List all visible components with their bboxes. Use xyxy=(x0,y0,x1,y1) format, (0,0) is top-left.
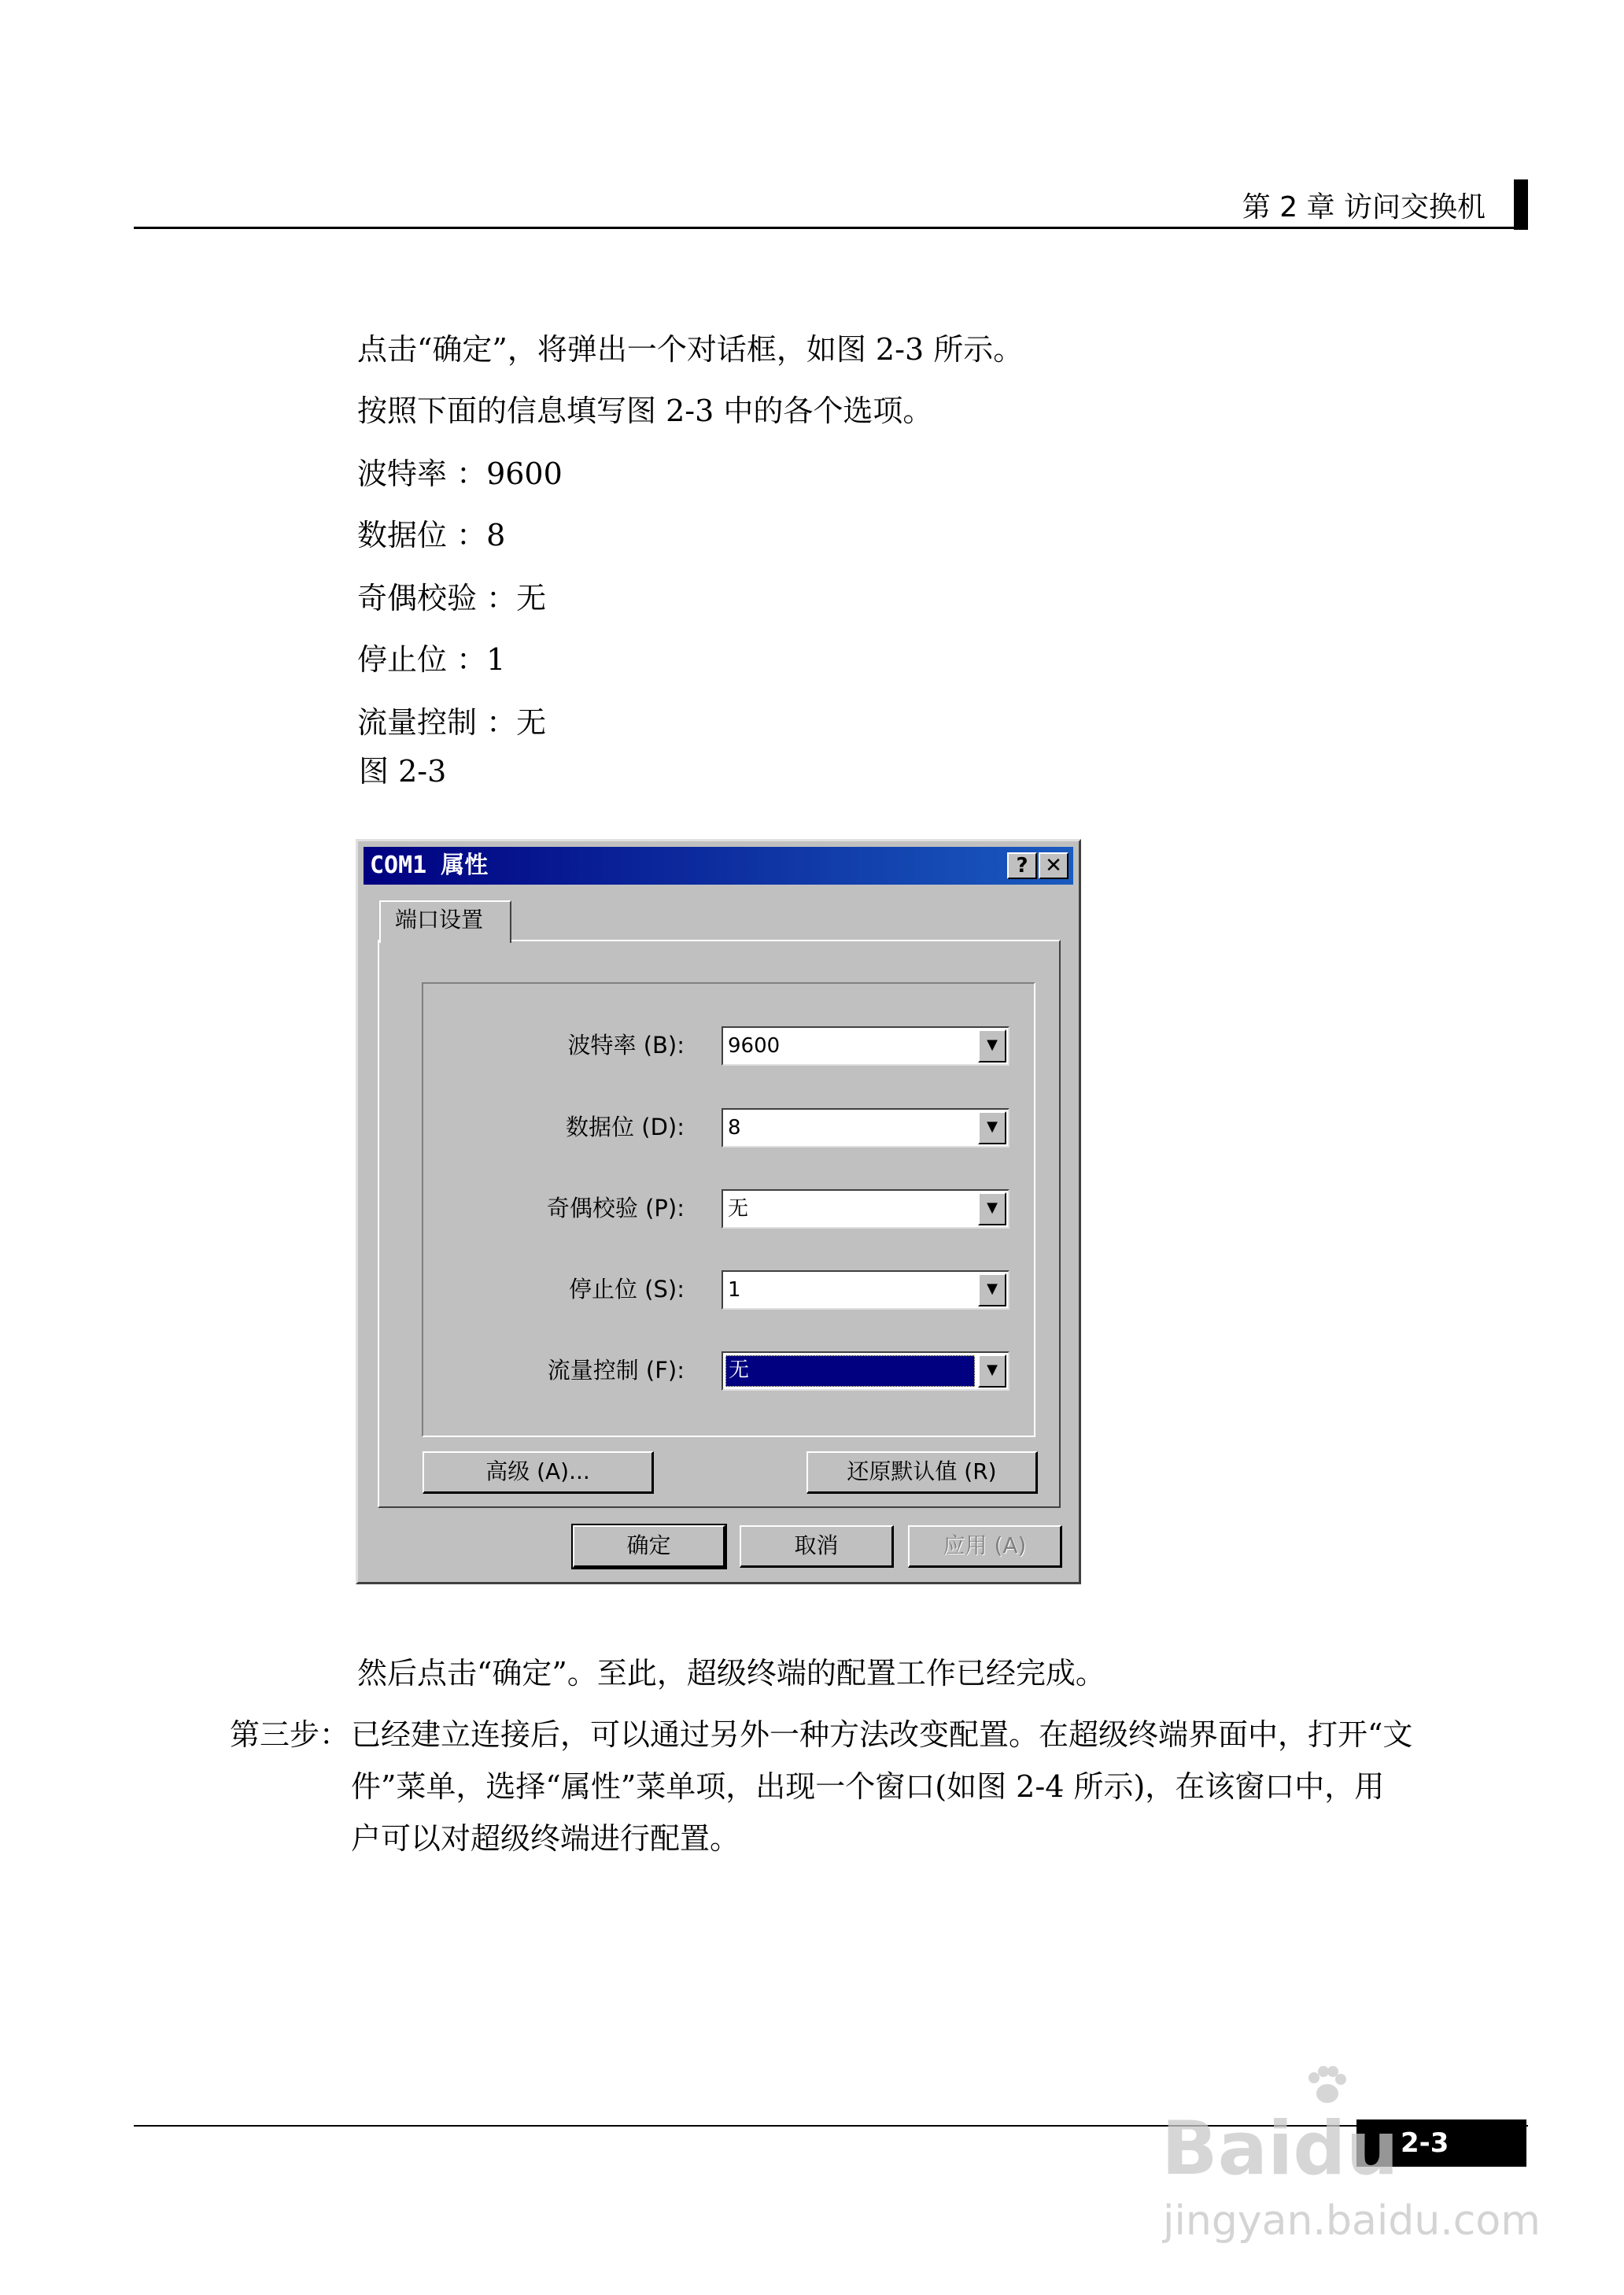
chevron-down-icon[interactable]: ▼ xyxy=(978,1273,1006,1306)
advanced-button[interactable]: 高级 (A)... xyxy=(423,1451,654,1494)
stop-bits-value: 1 xyxy=(728,1278,741,1302)
baud-rate-label: 波特率 (B): xyxy=(567,1032,685,1059)
stop-bits-label: 停止位 (S): xyxy=(568,1276,685,1303)
page-number: 2-3 xyxy=(1401,2127,1449,2159)
help-button[interactable]: ? xyxy=(1007,852,1037,879)
running-header: 第 2 章 访问交换机 xyxy=(1242,191,1486,224)
restore-defaults-button[interactable]: 还原默认值 (R) xyxy=(806,1451,1038,1494)
ok-button[interactable]: 确定 xyxy=(573,1525,725,1568)
chevron-down-icon[interactable]: ▼ xyxy=(978,1111,1006,1144)
step-three-label: 第三步： xyxy=(230,1717,350,1752)
watermark-logo: Baidu xyxy=(1161,2106,1399,2192)
chevron-down-icon[interactable]: ▼ xyxy=(978,1029,1006,1062)
baud-rate-select[interactable] xyxy=(722,1026,1009,1066)
setting-stop-bits: 停止位 ：1 xyxy=(357,642,506,677)
flow-control-label: 流量控制 (F): xyxy=(547,1357,685,1384)
parity-select[interactable] xyxy=(722,1189,1009,1229)
flow-control-value: 无 xyxy=(729,1358,750,1382)
baud-rate-value: 9600 xyxy=(728,1034,781,1058)
paragraph-done: 然后点击“确定”。至此，超级终端的配置工作已经完成。 xyxy=(357,1656,1105,1691)
cancel-button[interactable]: 取消 xyxy=(740,1525,894,1568)
data-bits-label: 数据位 (D): xyxy=(566,1114,685,1140)
data-bits-value: 8 xyxy=(728,1116,741,1140)
parity-value: 无 xyxy=(728,1197,749,1221)
header-marker-bar xyxy=(1514,179,1528,230)
data-bits-select[interactable] xyxy=(722,1108,1009,1148)
stop-bits-select[interactable] xyxy=(722,1270,1009,1310)
apply-button[interactable]: 应用 (A) xyxy=(908,1525,1062,1568)
figure-caption: 图 2-3 xyxy=(359,754,447,789)
chevron-down-icon[interactable]: ▼ xyxy=(978,1354,1006,1388)
tab-port-settings[interactable]: 端口设置 xyxy=(379,900,511,943)
watermark-url: jingyan.baidu.com xyxy=(1163,2197,1541,2245)
header-rule xyxy=(134,227,1528,229)
step-three-line-1: 已经建立连接后，可以通过另外一种方法改变配置。在超级终端界面中，打开“文 xyxy=(351,1717,1413,1752)
chevron-down-icon[interactable]: ▼ xyxy=(978,1192,1006,1225)
setting-baud-rate: 波特率 ：9600 xyxy=(357,456,563,491)
paragraph-instructions: 按照下面的信息填写图 2-3 中的各个选项。 xyxy=(357,394,933,428)
step-three-line-2: 件”菜单，选择“属性”菜单项，出现一个窗口(如图 2-4 所示)，在该窗口中，用 xyxy=(351,1769,1385,1804)
flow-control-select[interactable] xyxy=(722,1351,1009,1391)
parity-label: 奇偶校验 (P): xyxy=(546,1195,685,1221)
dialog-title: COM1 属性 xyxy=(370,852,489,879)
setting-flow-control: 流量控制 ：无 xyxy=(357,705,547,740)
setting-parity: 奇偶校验 ：无 xyxy=(357,581,547,615)
flow-control-selected xyxy=(725,1355,975,1387)
paragraph-confirm: 点击“确定”，将弹出一个对话框，如图 2-3 所示。 xyxy=(357,332,1024,367)
close-icon: ✕ xyxy=(1045,854,1062,878)
setting-data-bits: 数据位 ：8 xyxy=(357,518,506,552)
close-button[interactable] xyxy=(1039,852,1069,879)
step-three-line-3: 户可以对超级终端进行配置。 xyxy=(351,1821,740,1856)
paw-icon xyxy=(1303,2064,1350,2111)
